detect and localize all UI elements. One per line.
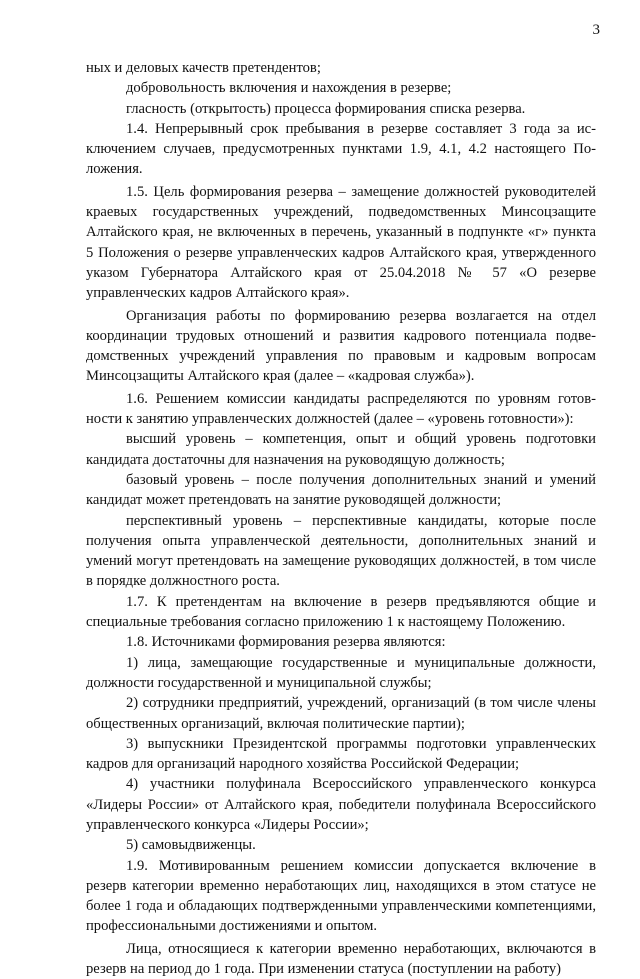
paragraph-1-9: 1.9. Мотивированным решением комиссии допускается включение в резерв категории временно неработающих лиц, находящихся в этом статусе не более 1 года и обладающих подтвержденными управленческими компетенциями, профессиональными достижениями и опытом. [86,857,596,935]
document-body [86,58,596,979]
paragraph-1-5: 1.5. Цель формирования резерва – замещение должностей руководителей краевых государственных учреждений, подведомственных Минсоцзащите Алтайского края, не включенных в перечень, указанный в подпункте «г» пункта 5 Положения о резерве управленческих кадров Алтайского края, утвержденного указом Губернатора Алтайского края от 25.04.2018 № 57 «О резерве управленческих кадров Алтайского края». [86,183,596,302]
paragraph-source-5: 5) самовыдвиженцы. [126,837,256,854]
paragraph-principle-transparency: гласность (открытость) процесса формирования списка резерва. [126,100,526,117]
paragraph-source-3: 3) выпускники Президентской программы подготовки управленческих кадров для организаций народного хозяйства Российской Федерации; [86,735,596,773]
paragraph-1-6: 1.6. Решением комиссии кандидаты распределяются по уровням готовности к занятию управленческих должностей (далее – «уровень готовности»): [86,390,596,428]
paragraph-source-1: 1) лица, замещающие государственные и муниципальные должности, должности государственной и муниципальной службы; [86,654,596,691]
paragraph-source-4: 4) участники полуфинала Всероссийского управленческого конкурса «Лидеры России» от Алтайского края, победители полуфинала Всероссийского управленческого конкурса «Лидеры России»; [86,776,596,833]
paragraph-level-basic: базовый уровень – после получения дополнительных знаний и умений кандидат может претендовать на занятие руководящей должности; [86,471,596,509]
paragraph-1-7: 1.7. К претендентам на включение в резерв предъявляются общие и специальные требования согласно приложению 1 к настоящему Положению. [86,593,596,631]
paragraph-organization: Организация работы по формированию резерва возлагается на отдел координации трудовых отношений и развития кадрового потенциала подведомственных учреждений управления по правовым и кадровым вопросам Минсоцзащиты Алтайского края (далее – «кадровая служба»). [86,307,596,385]
paragraph-level-prospective: перспективный уровень – перспективные кандидаты, которые после получения опыта управленческой деятельности, дополнительных знаний и умений могут претендовать на замещение руководящих должностей, в том числе в порядке должностного роста. [86,512,596,590]
paragraph-unemployed: Лица, относящиеся к категории временно неработающих, включаются в резерв на период до 1 года. При изменении статуса (поступлении на работу) [86,940,596,978]
paragraph-1-4: 1.4. Непрерывный срок пребывания в резерве составляет 3 года за исключением случаев, предусмотренных пунктами 1.9, 4.1, 4.2 настоящего Положения. [86,120,596,178]
paragraph-continuation: ных и деловых качеств претендентов; [86,60,321,76]
paragraph-1-8: 1.8. Источниками формирования резерва являются: [126,634,446,651]
paragraph-principle-voluntary: добровольность включения и нахождения в резерве; [126,80,452,97]
page-number: 3 [592,22,600,38]
paragraph-source-2: 2) сотрудники предприятий, учреждений, организаций (в том числе члены общественных организаций, включая политические партии); [86,695,596,732]
paragraph-level-highest: высший уровень – компетенция, опыт и общий уровень подготовки кандидата достаточны для назначения на руководящую должность; [86,431,596,468]
